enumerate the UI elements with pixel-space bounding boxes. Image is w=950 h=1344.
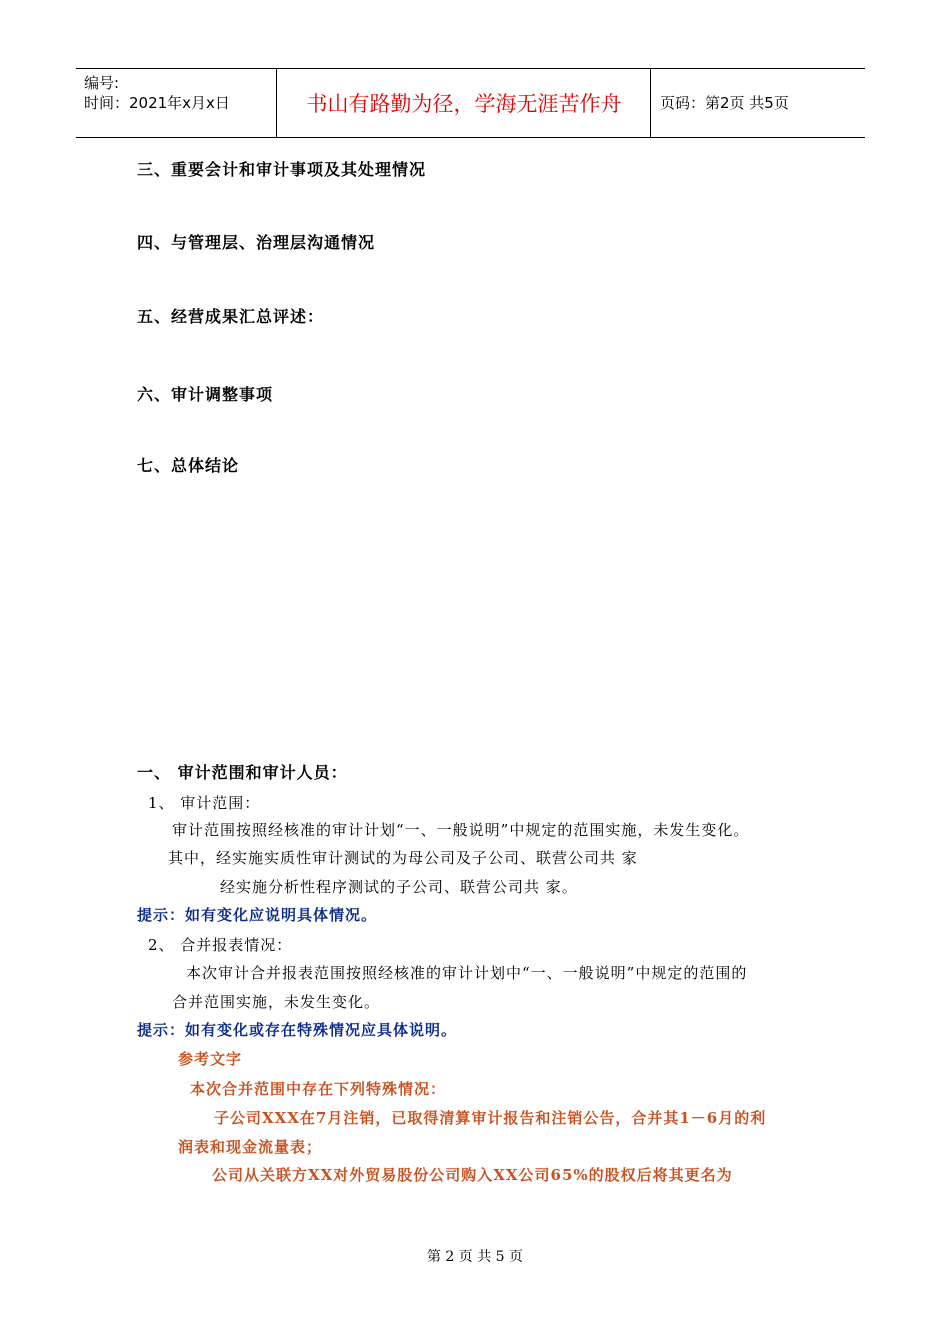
header-divider <box>650 69 651 137</box>
header-page-info: 页码：第2页 共5页 <box>660 94 789 112</box>
section-7-heading: 七、总体结论 <box>137 456 240 475</box>
header-motto: 书山有路勤为径，学海无涯苦作舟 <box>306 92 622 116</box>
page-footer: 第 2 页 共 5 页 <box>426 1249 524 1265</box>
reference-title: 参考文字 <box>178 1050 243 1068</box>
section-4-heading: 四、与管理层、治理层沟通情况 <box>137 233 376 252</box>
time-label: 时间：2021年x月x日 <box>84 94 230 112</box>
section-5-heading: 五、经营成果汇总评述： <box>137 307 325 326</box>
item1-line1: 审计范围按照经核准的审计计划“一、一般说明”中规定的范围实施，未发生变化。 <box>172 821 750 839</box>
header-left <box>84 73 230 113</box>
number-label: 编号: <box>84 74 120 92</box>
page-header <box>76 68 865 138</box>
header-divider <box>276 69 277 137</box>
item2-line1: 本次审计合并报表范围按照经核准的审计计划中“一、一般说明”中规定的范围的 <box>186 964 748 982</box>
reference-line-3: 润表和现金流量表； <box>178 1138 323 1156</box>
hint-2: 提示：如有变化或存在特殊情况应具体说明。 <box>137 1021 458 1039</box>
item2-title: 2、 合并报表情况： <box>148 936 293 954</box>
reference-line-1: 本次合并范围中存在下列特殊情况： <box>190 1080 447 1098</box>
item1-title: 1、 审计范围： <box>148 794 261 812</box>
item1-line3: 经实施分析性程序测试的子公司、联营公司共 家。 <box>220 878 578 896</box>
hint-1: 提示：如有变化应说明具体情况。 <box>137 906 378 924</box>
section-6-heading: 六、审计调整事项 <box>137 385 274 404</box>
item1-line2: 其中，经实施实质性审计测试的为母公司及子公司、联营公司共 家 <box>168 849 638 867</box>
section-3-heading: 三、重要会计和审计事项及其处理情况 <box>137 160 427 179</box>
reference-line-4: 公司从关联方XX对外贸易股份公司购入XX公司65%的股权后将其更名为 <box>212 1166 733 1184</box>
item2-line2: 合并范围实施，未发生变化。 <box>172 993 381 1011</box>
reference-line-2: 子公司XXX在7月注销，已取得清算审计报告和注销公告，合并其1－6月的利 <box>214 1109 767 1127</box>
part1-heading: 一、 审计范围和审计人员： <box>137 763 348 782</box>
